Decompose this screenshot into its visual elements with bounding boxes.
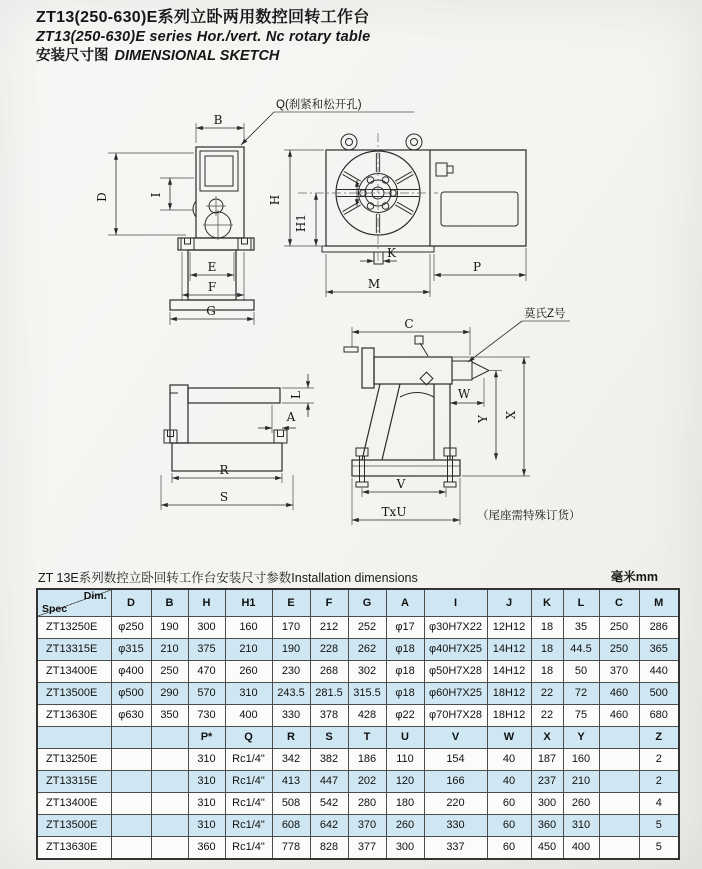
column-header: D	[111, 589, 151, 617]
value-cell: Q	[225, 727, 272, 749]
table-row	[37, 749, 679, 771]
value-cell: 22	[531, 705, 563, 727]
value-cell: 360	[188, 837, 225, 860]
column-header: J	[487, 589, 531, 617]
value-cell: 250	[599, 639, 639, 661]
value-cell: 447	[310, 771, 348, 793]
value-cell: 377	[348, 837, 386, 860]
value-cell: 220	[424, 793, 487, 815]
spec-cell	[37, 727, 111, 749]
value-cell: Z	[639, 727, 679, 749]
page-header	[36, 8, 370, 66]
value-cell: 281.5	[310, 683, 348, 705]
spec-table-body	[37, 589, 679, 859]
value-cell: R	[272, 727, 310, 749]
title-zh: ZT13(250-630)E系列立卧两用数控回转工作台	[36, 9, 370, 26]
dimensional-sketch	[0, 85, 702, 565]
column-header: F	[310, 589, 348, 617]
value-cell: 230	[272, 661, 310, 683]
value-cell: 250	[151, 661, 188, 683]
value-cell: 680	[639, 705, 679, 727]
value-cell	[111, 771, 151, 793]
dim-label-r: R	[219, 463, 229, 477]
value-cell: X	[531, 727, 563, 749]
value-cell: 50	[563, 661, 599, 683]
value-cell: 14H12	[487, 661, 531, 683]
value-cell: 365	[639, 639, 679, 661]
value-cell: U	[386, 727, 424, 749]
value-cell: φ400	[111, 661, 151, 683]
value-cell	[599, 771, 639, 793]
value-cell: 730	[188, 705, 225, 727]
value-cell: 290	[151, 683, 188, 705]
dim-label-e: E	[207, 260, 217, 274]
dim-label-g: G	[206, 304, 216, 318]
value-cell: 250	[599, 617, 639, 639]
table-row	[37, 793, 679, 815]
column-header: L	[563, 589, 599, 617]
value-cell: 508	[272, 793, 310, 815]
table-caption-zh: ZT 13E系列数控立卧回转工作台安装尺寸参数	[38, 571, 292, 585]
value-cell	[111, 727, 151, 749]
dim-label-m: M	[367, 277, 381, 291]
value-cell: 75	[563, 705, 599, 727]
value-cell: 160	[563, 749, 599, 771]
view-horizontal	[161, 374, 314, 510]
table-row	[37, 661, 679, 683]
subtitle	[36, 47, 370, 66]
value-cell	[151, 749, 188, 771]
table-unit: 毫米mm	[610, 570, 658, 584]
value-cell: 400	[225, 705, 272, 727]
value-cell: 370	[599, 661, 639, 683]
value-cell: 500	[639, 683, 679, 705]
value-cell: 243.5	[272, 683, 310, 705]
value-cell: 262	[348, 639, 386, 661]
value-cell: 310	[188, 749, 225, 771]
spec-cell: ZT13315E	[37, 771, 111, 793]
value-cell: 370	[348, 815, 386, 837]
value-cell	[151, 727, 188, 749]
spec-cell: ZT13500E	[37, 683, 111, 705]
dim-label-c: C	[404, 317, 414, 331]
dim-label-f: F	[207, 280, 217, 294]
value-cell: 202	[348, 771, 386, 793]
value-cell: 180	[386, 793, 424, 815]
value-cell: 5	[639, 837, 679, 860]
value-cell: 40	[487, 749, 531, 771]
dim-label-s: S	[219, 490, 229, 504]
value-cell: T	[348, 727, 386, 749]
value-cell: 260	[563, 793, 599, 815]
value-cell: φ60H7X25	[424, 683, 487, 705]
value-cell: 440	[639, 661, 679, 683]
value-cell: 450	[531, 837, 563, 860]
dim-label-x: X	[504, 410, 518, 420]
value-cell: Rc1/4"	[225, 771, 272, 793]
table-row	[37, 639, 679, 661]
value-cell: 302	[348, 661, 386, 683]
value-cell: 237	[531, 771, 563, 793]
value-cell: 778	[272, 837, 310, 860]
subtitle-en: DIMENSIONAL SKETCH	[114, 48, 280, 65]
dim-label-h1: H1	[294, 213, 308, 233]
value-cell: 337	[424, 837, 487, 860]
dim-label-h: H	[268, 194, 282, 206]
dim-label-p: P	[472, 260, 482, 274]
value-cell: 4	[639, 793, 679, 815]
value-cell: 330	[272, 705, 310, 727]
column-header: K	[531, 589, 563, 617]
value-cell: W	[487, 727, 531, 749]
value-cell: 260	[225, 661, 272, 683]
value-cell: 300	[531, 793, 563, 815]
value-cell: 40	[487, 771, 531, 793]
column-header: I	[424, 589, 487, 617]
value-cell: φ50H7X28	[424, 661, 487, 683]
callout-brake-hole: Q(刹紧和松开孔)	[276, 99, 362, 111]
value-cell	[599, 749, 639, 771]
dim-label-d: D	[95, 192, 109, 202]
value-cell: 642	[310, 815, 348, 837]
dim-label-a: A	[286, 410, 296, 424]
value-cell: 12H12	[487, 617, 531, 639]
column-header: E	[272, 589, 310, 617]
column-header: C	[599, 589, 639, 617]
value-cell: 360	[531, 815, 563, 837]
spec-cell: ZT13630E	[37, 705, 111, 727]
value-cell: 428	[348, 705, 386, 727]
column-header: B	[151, 589, 188, 617]
table-row	[37, 705, 679, 727]
value-cell: 2	[639, 749, 679, 771]
value-cell: 252	[348, 617, 386, 639]
column-header: H	[188, 589, 225, 617]
value-cell: φ500	[111, 683, 151, 705]
value-cell: φ70H7X28	[424, 705, 487, 727]
value-cell: 72	[563, 683, 599, 705]
value-cell: 160	[225, 617, 272, 639]
value-cell	[151, 793, 188, 815]
value-cell: 210	[563, 771, 599, 793]
value-cell: 378	[310, 705, 348, 727]
spec-cell: ZT13400E	[37, 793, 111, 815]
value-cell	[599, 793, 639, 815]
spec-cell: ZT13500E	[37, 815, 111, 837]
subtitle-zh: 安装尺寸图	[36, 48, 109, 65]
value-cell: 14H12	[487, 639, 531, 661]
spec-cell: ZT13250E	[37, 617, 111, 639]
value-cell: Rc1/4"	[225, 793, 272, 815]
dim-label-i: I	[149, 192, 163, 198]
value-cell	[599, 837, 639, 860]
spec-cell: ZT13315E	[37, 639, 111, 661]
value-cell	[111, 793, 151, 815]
callout-morse-taper: 莫氏Z号	[524, 308, 566, 320]
value-cell	[599, 727, 639, 749]
value-cell	[151, 815, 188, 837]
value-cell: φ18	[386, 661, 424, 683]
value-cell: 310	[563, 815, 599, 837]
value-cell: φ30H7X22	[424, 617, 487, 639]
value-cell: Rc1/4"	[225, 837, 272, 860]
value-cell: 154	[424, 749, 487, 771]
value-cell: φ17	[386, 617, 424, 639]
dim-label-v: V	[396, 477, 406, 491]
corner-dim-label: Dim.	[83, 590, 107, 602]
spec-cell: ZT13630E	[37, 837, 111, 860]
table-row	[37, 837, 679, 860]
value-cell: 228	[310, 639, 348, 661]
table-row	[37, 727, 679, 749]
value-cell: 18H12	[487, 683, 531, 705]
value-cell: 542	[310, 793, 348, 815]
value-cell	[151, 837, 188, 860]
value-cell: φ630	[111, 705, 151, 727]
value-cell: V	[424, 727, 487, 749]
value-cell: 110	[386, 749, 424, 771]
value-cell: 18H12	[487, 705, 531, 727]
value-cell: 315.5	[348, 683, 386, 705]
value-cell: 60	[487, 815, 531, 837]
value-cell: 18	[531, 639, 563, 661]
value-cell: 608	[272, 815, 310, 837]
value-cell: 18	[531, 661, 563, 683]
value-cell: S	[310, 727, 348, 749]
spec-cell: ZT13250E	[37, 749, 111, 771]
value-cell: 268	[310, 661, 348, 683]
value-cell: 22	[531, 683, 563, 705]
value-cell: 190	[272, 639, 310, 661]
value-cell: 400	[563, 837, 599, 860]
view-tailstock	[344, 306, 581, 525]
value-cell: φ18	[386, 639, 424, 661]
value-cell: 460	[599, 683, 639, 705]
title-en: ZT13(250-630)E series Hor./vert. Nc rotary table	[36, 29, 371, 46]
value-cell	[111, 837, 151, 860]
value-cell: 310	[188, 793, 225, 815]
value-cell: 60	[487, 837, 531, 860]
column-header: G	[348, 589, 386, 617]
value-cell: 210	[225, 639, 272, 661]
value-cell: 350	[151, 705, 188, 727]
column-header: A	[386, 589, 424, 617]
value-cell: 186	[348, 749, 386, 771]
value-cell: 310	[188, 771, 225, 793]
value-cell: 212	[310, 617, 348, 639]
view-side	[95, 97, 414, 325]
value-cell: 460	[599, 705, 639, 727]
value-cell: 210	[151, 639, 188, 661]
value-cell: 286	[639, 617, 679, 639]
column-header: M	[639, 589, 679, 617]
value-cell: 2	[639, 771, 679, 793]
dim-label-k: K	[387, 246, 396, 260]
value-cell: 375	[188, 639, 225, 661]
column-header: H1	[225, 589, 272, 617]
value-cell: 382	[310, 749, 348, 771]
value-cell: 120	[386, 771, 424, 793]
value-cell: 300	[386, 837, 424, 860]
value-cell: 413	[272, 771, 310, 793]
value-cell: 342	[272, 749, 310, 771]
table-row	[37, 815, 679, 837]
value-cell: φ18	[386, 683, 424, 705]
value-cell	[111, 749, 151, 771]
dim-label-l: L	[289, 391, 303, 399]
value-cell: φ315	[111, 639, 151, 661]
value-cell: 166	[424, 771, 487, 793]
value-cell: φ40H7X25	[424, 639, 487, 661]
value-cell	[599, 815, 639, 837]
corner-cell	[37, 589, 111, 617]
value-cell	[151, 771, 188, 793]
value-cell: 18	[531, 617, 563, 639]
value-cell: 310	[225, 683, 272, 705]
value-cell: 280	[348, 793, 386, 815]
value-cell: 60	[487, 793, 531, 815]
value-cell	[111, 815, 151, 837]
value-cell: 170	[272, 617, 310, 639]
dim-label-y: Y	[476, 415, 490, 423]
value-cell: 300	[188, 617, 225, 639]
value-cell: φ22	[386, 705, 424, 727]
value-cell: 5	[639, 815, 679, 837]
value-cell: 260	[386, 815, 424, 837]
value-cell: 187	[531, 749, 563, 771]
value-cell: 470	[188, 661, 225, 683]
value-cell: 570	[188, 683, 225, 705]
value-cell: 330	[424, 815, 487, 837]
value-cell: Rc1/4"	[225, 749, 272, 771]
value-cell: P*	[188, 727, 225, 749]
table-caption-en: Installation dimensions	[291, 571, 418, 585]
view-front	[268, 133, 526, 297]
value-cell: 44.5	[563, 639, 599, 661]
dim-label-w: W	[457, 387, 471, 401]
dim-label-txu: TxU	[381, 505, 407, 519]
spec-cell: ZT13400E	[37, 661, 111, 683]
header-row-1	[37, 589, 679, 617]
table-row	[37, 617, 679, 639]
value-cell: Y	[563, 727, 599, 749]
tailstock-note: （尾座需特殊订货）	[477, 510, 581, 522]
value-cell: 310	[188, 815, 225, 837]
value-cell: φ250	[111, 617, 151, 639]
table-row	[37, 683, 679, 705]
dimensions-table	[36, 588, 680, 860]
value-cell: 828	[310, 837, 348, 860]
value-cell: Rc1/4"	[225, 815, 272, 837]
dim-label-b: B	[213, 113, 223, 127]
corner-spec-label: Spec	[42, 603, 68, 615]
value-cell: 35	[563, 617, 599, 639]
value-cell: 190	[151, 617, 188, 639]
table-caption	[38, 568, 418, 586]
table-row	[37, 771, 679, 793]
